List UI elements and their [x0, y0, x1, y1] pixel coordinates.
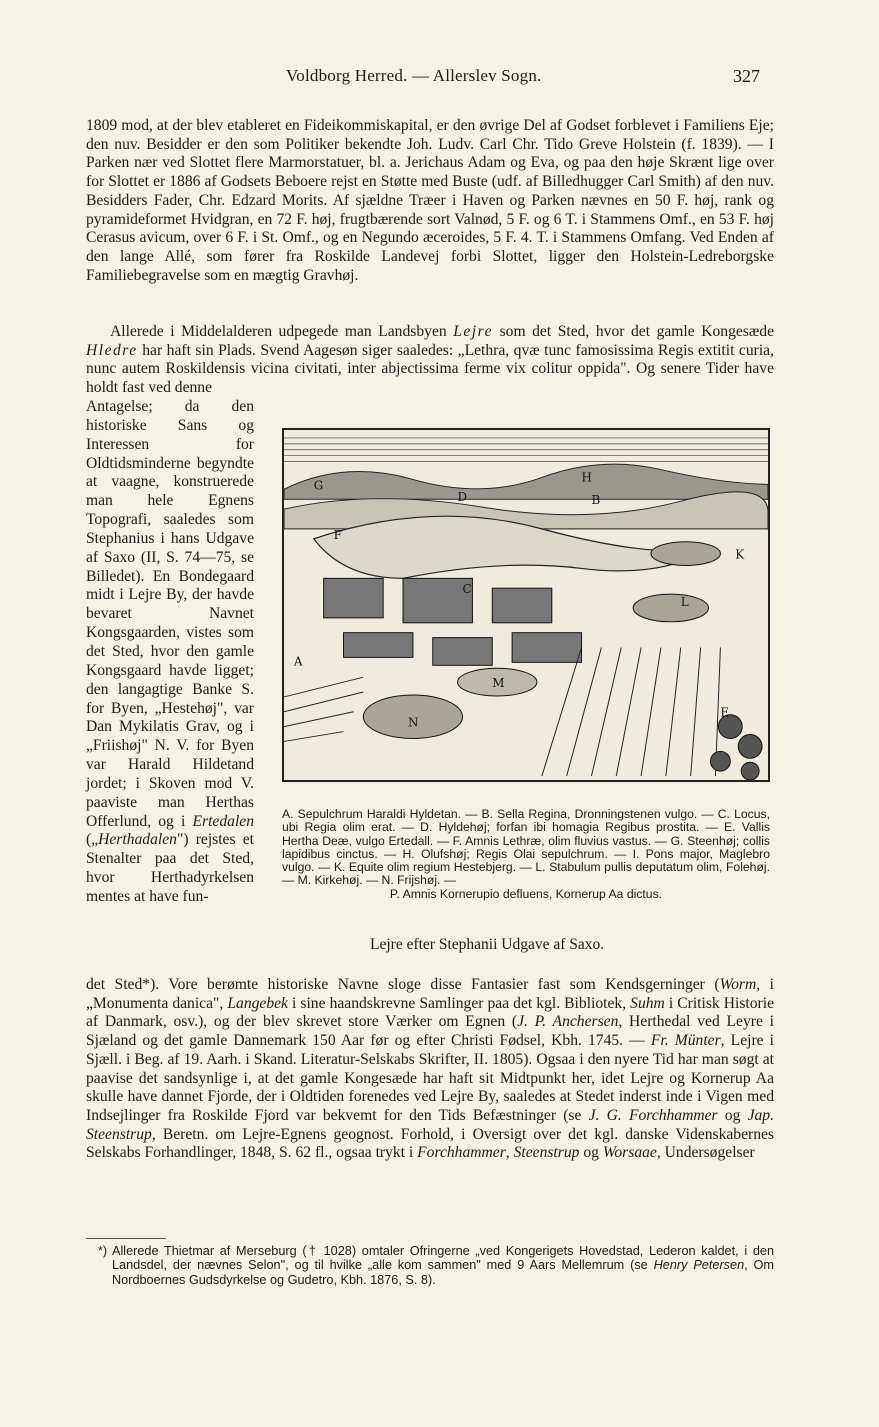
figure-label: K — [735, 547, 745, 562]
author-name: J. G. Forchhammer — [588, 1106, 718, 1124]
figure-label: L — [680, 595, 689, 609]
figure-label: G — [313, 478, 324, 493]
figure-label: C — [462, 582, 472, 597]
figure-label: F — [333, 527, 342, 542]
engraving-illustration — [284, 430, 768, 780]
lejre-engraving — [282, 428, 770, 782]
legend-last-line: P. Amnis Kornerupio defluens, Kornerup Aa dictus. — [389, 886, 663, 901]
author-name: Langebek — [227, 994, 288, 1012]
paragraph-1: 1809 mod, at der blev etableret en Fideikommiskapital, er den øvrige Del af Godset forblevet i Familiens Eje; den nuv. Besidder er den som Politiker bekendte Joh. Ludv. Carl Chr. Tido Greve Holstein (f. 1839). — I Parken nær ved Slottet flere Marmorstatuer, bl. a. Jerichaus Adam og Eva, og paa den høje Skrænt lige over for Slottet er 1886 af Godsets Beboere rejst en Støtte med Buste (udf. af Billedhugger Carl Smith) af den nuv. Besidders Fader, Chr. Edzard Morits. Af sjældne Træer i Haven og Parken nævnes en 50 F. høj, rank og pyramideformet Hvidgran, en 72 F. høj, frugtbærende sort Valnød, 5 F. og 6 T. i Stammens Omf., en 53 F. høj Cerasus avicum, over 6 F. i St. Omf., og en Negundo æceroides, 5 F. 4. T. i Stammens Omfang. Ved Enden af den lange Allé, som fører fra Roskilde Landevej forbi Slottet, ligger den Holstein-Ledreborgske Familiebegravelse som en mægtig Gravhøj. — [86, 117, 774, 284]
place-name-hledre: Hledre — [86, 341, 138, 359]
author-name: Worm — [719, 976, 757, 993]
running-header — [0, 66, 879, 90]
figure-caption: Lejre efter Stephanii Udgave af Saxo. — [370, 936, 605, 953]
header-title: Voldborg Herred. — Allerslev Sogn. — [286, 66, 542, 85]
paragraph-2: Allerede i Middelalderen udpegede man Landsbyen Lejre som det Sted, hvor det gamle Kongesæde Hledre har haft sin Plads. Svend Aagesøn siger saaledes: „Lethra, qvæ tunc famosissima Regis extitit curia, nunc autem Roskildensis vicina civitati, inter abjectissima ferme vix colitur oppida". Og senere Tider have holdt fast ved denne — [86, 323, 774, 397]
author-name: Suhm — [630, 994, 665, 1012]
continuation-text: det Sted*). Vore berømte historiske Navne sloge disse Fantasier fast som Kendsgerninger (Worm, i „Monumenta danica", Langebek i sine haandskrevne Samlinger paa det kgl. Bibliotek, Suhm i Critisk Historie af Danmark, osv.), og der blev skrevet store Værker om Egnen (J. P. Anchersen, Herthedal ved Leyre i Sjæland og det gamle Dannemark 150 Aar før og efter Christi Fødsel, Kbh. 1745. — Fr. Münter, Lejre i Sjæll. i Beg. af 19. Aarh. i Skand. Literatur-Selskabs Skrifter, II. 1805). Ogsaa i den nyere Tid har man søgt at paavise det sandsynlige i, at det gamle Kongesæde har haft sit Midtpunkt her, idet Lejre og Kornerup Aa skulle have dannet Fjorde, der i Oldtiden forenedes ved Lejre By, saaledes at Stedet inderst inde i Vigen med Indsejlinger fra Roskilde Fjord var bekvemt for den Tids Befæstninger (se J. G. Forchhammer og Jap. Steenstrup, Beretn. om Lejre-Egnens geognost. Forhold, i Oversigt over det kgl. danske Videnskabernes Selskabs Forhandlinger, 1848, S. 62 fl., ogsaa trykt i Forchhammer, Steenstrup og Worsaae, Undersøgelser — [86, 976, 774, 1162]
author-name: Henry Petersen — [653, 1258, 745, 1273]
author-name: Forchhammer — [417, 1144, 506, 1162]
place-name-lejre: Lejre — [453, 323, 494, 340]
author-name: Steenstrup — [513, 1144, 580, 1162]
place-name-herthadalen: Herthadalen — [98, 831, 177, 849]
figure-label: E — [720, 705, 730, 720]
figure-label: N — [407, 715, 419, 730]
figure-label: D — [457, 490, 468, 505]
page-number: 327 — [733, 66, 760, 86]
footnote-mark: *) — [98, 1244, 108, 1258]
author-name: Jap. Steenstrup — [86, 1106, 774, 1143]
footnote-rule — [86, 1238, 166, 1239]
author-name: Worsaae — [602, 1144, 657, 1162]
figure-legend: A. Sepulchrum Haraldi Hyldetan. — B. Sella Regina, Dronningstenen vulgo. — C. Locus, ubi Regia olim erat. — D. Hyldehøj; forfan ibi homagia Regibus prostita. — E. Vallis Hertha Deæ, vulgo Ertedall. — F. Amnis Lethræ, olim fluvius vastus. — G. Steenhøj; collis lapidibus cinctus. — H. Olufshøj; Regis Olai sepulchrum. — I. Pons major, Maglebro vulgo. — K. Equite olim regium Hestebjerg. — L. Stabulum pullis deputatum olim, Folehøj. — M. Kirkehøj. — N. Frijshøj. — P. Amnis Kornerupio defluens, Kornerup Aa dictus. — [282, 807, 770, 901]
figure-label: A — [293, 654, 303, 669]
footnote: *) Allerede Thietmar af Merseburg († 1028) omtaler Ofringerne „ved Kongerigets Hovedstad, Lederon kaldet, i den Landsdel, der nævnes Selon", og til hvilke „alle kom sammen" med 9 Aars Mellemrum (se Henry Petersen, Om Nordboernes Gudsdyrkelse og Gudetro, Kbh. 1876, S. 8). — [98, 1244, 774, 1287]
figure-label: M — [492, 676, 505, 691]
author-name: Fr. Münter — [650, 1032, 721, 1050]
figure-label: B — [591, 493, 601, 508]
place-name-ertedalen: Ertedalen — [192, 812, 254, 830]
figure-label: H — [581, 470, 592, 485]
author-name: J. P. Anchersen — [517, 1013, 619, 1031]
narrow-column-text: Antagelse; da den historiske Sans og Interessen for Oldtidsminderne begyndte at vaagne, konstruerede man hele Egnens Topografi, saaledes som Stephanius i hans Udgave af Saxo (II, S. 74—75, se Billedet). En Bondegaard midt i Lejre By, der havde bevaret Navnet Kongsgaarden, vistes som det Sted, hvor den gamle Kongsgaard havde ligget; den langagtige Banke S. for Byen, „Hestehøj", var Dan Mykilatis Grav, og i „Friishøj" N. V. for Byen var Harald Hildetand jordet; i Skoven mod V. paaviste man Herthas Offerlund, og i Ertedalen („Herthadalen") rejstes et Stenalter paa det Sted, hvor Herthadyrkelsen mentes at have fun- — [86, 398, 254, 905]
